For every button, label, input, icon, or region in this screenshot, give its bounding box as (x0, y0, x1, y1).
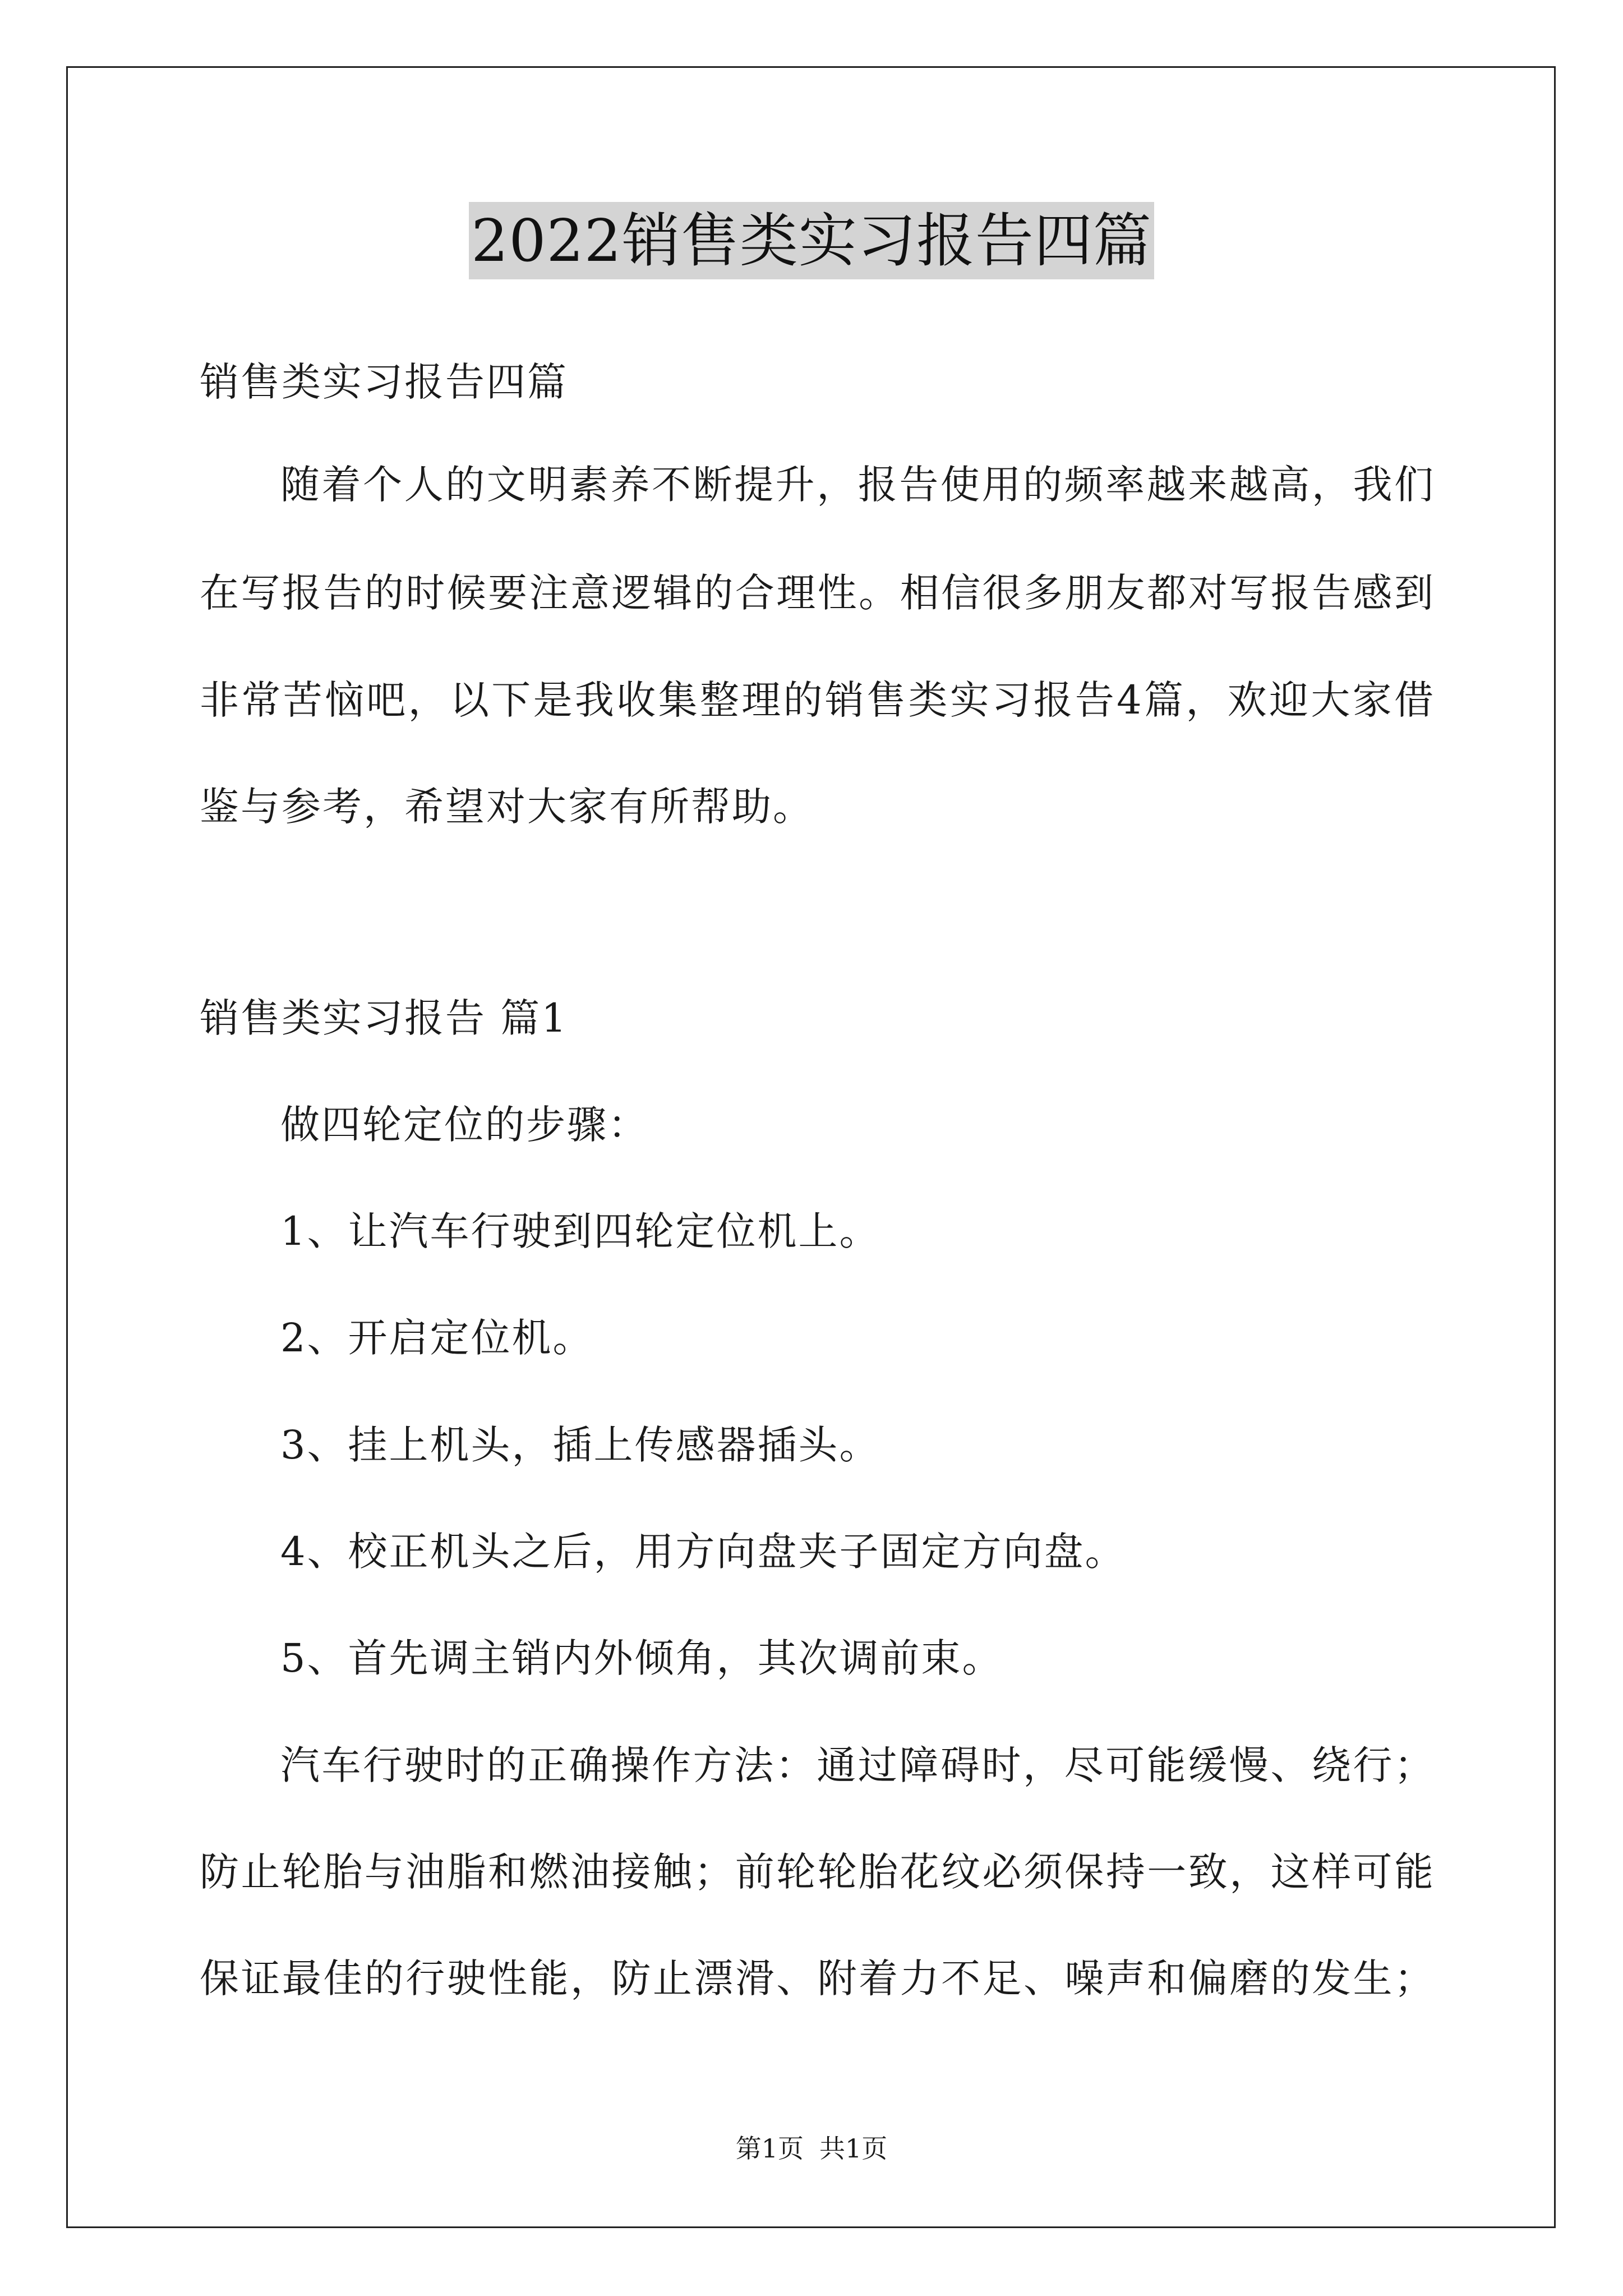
paragraph-line: 保证最佳的行驶性能，防止漂滑、附着力不足、噪声和偏磨的发生； (200, 1955, 1433, 2001)
subtitle-line: 销售类实习报告四篇 (200, 359, 568, 405)
title-container (0, 202, 1623, 279)
document-title: 2022销售类实习报告四篇 (469, 202, 1154, 279)
list-item: 4、校正机头之后，用方向盘夹子固定方向盘。 (280, 1529, 1126, 1575)
paragraph-line: 随着个人的文明素养不断提升，报告使用的频率越来越高，我们 (280, 462, 1433, 508)
paragraph-line: 做四轮定位的步骤： (280, 1102, 649, 1148)
list-item: 3、挂上机头，插上传感器插头。 (280, 1422, 880, 1468)
page-footer (0, 2132, 1623, 2165)
list-item: 1、让汽车行驶到四轮定位机上。 (280, 1208, 880, 1254)
page-number: 第1页 (735, 2133, 804, 2164)
section-heading: 销售类实习报告 篇1 (200, 995, 568, 1041)
page-total: 共1页 (819, 2133, 888, 2164)
paragraph-line: 鉴与参考，希望对大家有所帮助。 (200, 784, 814, 830)
paragraph-line: 汽车行驶时的正确操作方法：通过障碍时，尽可能缓慢、绕行； (280, 1742, 1433, 1788)
list-item: 5、首先调主销内外倾角，其次调前束。 (280, 1635, 1003, 1681)
list-item: 2、开启定位机。 (280, 1315, 594, 1361)
paragraph-line: 防止轮胎与油脂和燃油接触；前轮轮胎花纹必须保持一致，这样可能 (200, 1849, 1433, 1895)
paragraph-line: 非常苦恼吧，以下是我收集整理的销售类实习报告4篇，欢迎大家借 (200, 677, 1433, 723)
paragraph-line: 在写报告的时候要注意逻辑的合理性。相信很多朋友都对写报告感到 (200, 570, 1433, 616)
